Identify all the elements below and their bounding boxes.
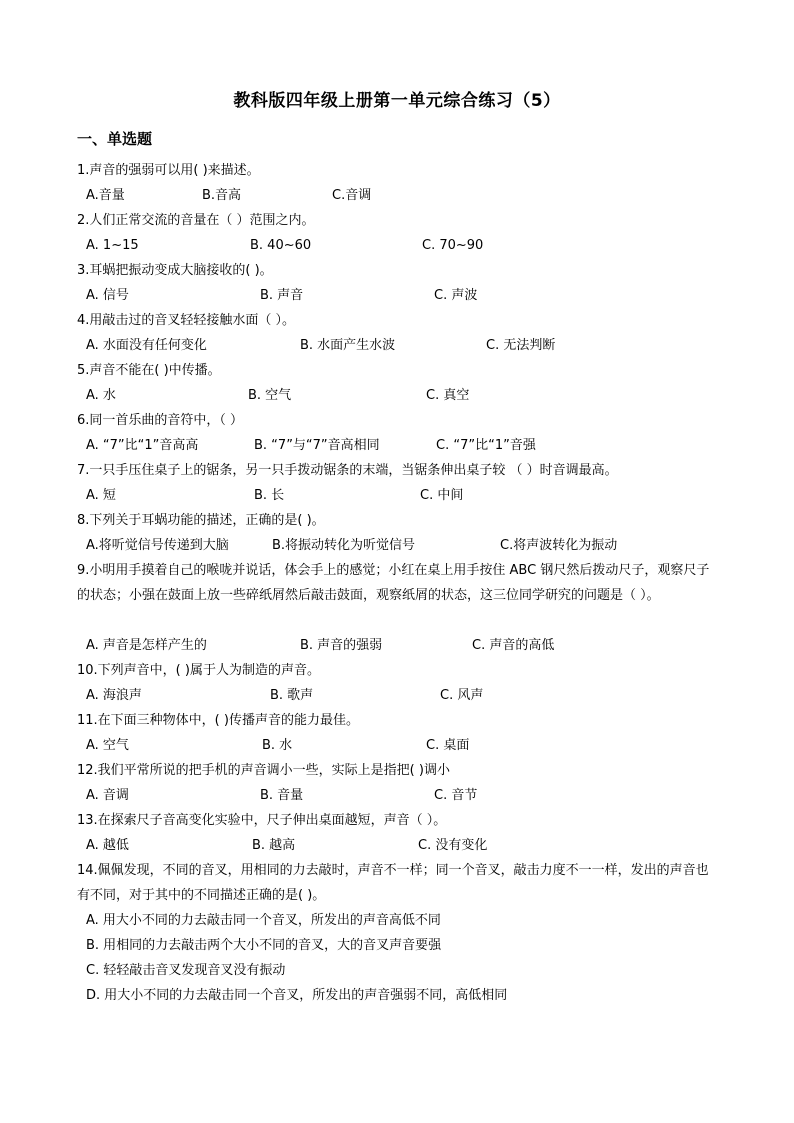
question-6-options: [86, 433, 726, 458]
question-13-options: [86, 833, 726, 858]
question-9: 9.小明用手摸着自己的喉咙并说话，体会手上的感觉；小红在桌上用手按住 ABC 钢尺然后拨动尺子，观察尺子的状态；小强在鼓面上放一些碎纸屑然后敲击鼓面，观察纸屑的状态，这三位同学研究的问题是（ ）。: [77, 563, 710, 603]
question-4-options: [86, 333, 726, 358]
option-c[interactable]: C. 音节: [434, 788, 478, 803]
option-c[interactable]: C. 轻轻敲击音叉发现音叉没有振动: [86, 963, 286, 978]
option-b[interactable]: B. 越高: [252, 838, 296, 853]
option-a[interactable]: A. 空气: [86, 738, 129, 753]
question-4: 4.用敲击过的音叉轻轻接触水面（ ）。: [77, 313, 296, 328]
question-1: 1.声音的强弱可以用( )来描述。: [77, 163, 260, 178]
option-b[interactable]: B.将振动转化为听觉信号: [272, 538, 416, 553]
question-10-options: [86, 683, 726, 708]
option-b[interactable]: B. “7”与“7”音高相同: [254, 438, 380, 453]
question-5: 5.声音不能在( )中传播。: [77, 363, 221, 378]
question-7: 7.一只手压住桌子上的锯条，另一只手拨动锯条的末端，当锯条伸出桌子较 （ ）时音调最高。: [77, 463, 618, 478]
question-8-options: [86, 533, 726, 558]
section-heading: 一、单选题: [77, 130, 153, 148]
option-a[interactable]: A. 声音是怎样产生的: [86, 638, 207, 653]
option-b[interactable]: B. 歌声: [270, 688, 314, 703]
option-a[interactable]: A. 1~15: [86, 238, 139, 253]
question-3-options: [86, 283, 726, 308]
option-a[interactable]: A. 海浪声: [86, 688, 142, 703]
question-7-options: [86, 483, 726, 508]
page-title: 教科版四年级上册第一单元综合练习（5）: [233, 91, 561, 111]
question-2: 2.人们正常交流的音量在（ ）范围之内。: [77, 213, 315, 228]
option-b[interactable]: B. 空气: [248, 388, 292, 403]
question-11-options: [86, 733, 726, 758]
option-b[interactable]: B. 长: [254, 488, 285, 503]
option-a[interactable]: A. 水面没有任何变化: [86, 338, 207, 353]
option-c[interactable]: C. 桌面: [426, 738, 470, 753]
question-2-options: [86, 233, 726, 258]
option-c[interactable]: C. “7”比“1”音强: [436, 438, 536, 453]
question-1-options: [86, 183, 726, 208]
option-c[interactable]: C. 真空: [426, 388, 470, 403]
option-a[interactable]: A. 越低: [86, 838, 129, 853]
question-8: 8.下列关于耳蜗功能的描述，正确的是( )。: [77, 513, 325, 528]
option-b[interactable]: B. 40~60: [250, 238, 312, 253]
question-12: 12.我们平常所说的把手机的声音调小一些，实际上是指把( )调小: [77, 763, 450, 778]
option-a[interactable]: A. 水: [86, 388, 116, 403]
question-5-options: [86, 383, 726, 408]
question-3: 3.耳蜗把振动变成大脑接收的( )。: [77, 263, 273, 278]
question-12-options: [86, 783, 726, 808]
option-b[interactable]: B. 水面产生水波: [300, 338, 396, 353]
option-a[interactable]: A. 用大小不同的力去敲击同一个音叉，所发出的声音高低不同: [86, 913, 441, 928]
option-a[interactable]: A. 短: [86, 488, 116, 503]
option-c[interactable]: C.音调: [332, 188, 372, 203]
option-a[interactable]: A. “7”比“1”音高高: [86, 438, 199, 453]
option-c[interactable]: C. 70~90: [422, 238, 484, 253]
option-a[interactable]: A.将听觉信号传递到大脑: [86, 538, 229, 553]
option-a[interactable]: A.音量: [86, 188, 125, 203]
option-b[interactable]: B. 用相同的力去敲击两个大小不同的音叉，大的音叉声音要强: [86, 938, 442, 953]
option-c[interactable]: C. 声波: [434, 288, 478, 303]
option-b[interactable]: B. 水: [262, 738, 293, 753]
question-14: 14.佩佩发现，不同的音叉，用相同的力去敲时，声音不一样；同一个音叉，敲击力度不一一样，发出的声音也有不同，对于其中的不同描述正确的是( )。: [77, 863, 709, 903]
option-c[interactable]: C. 风声: [440, 688, 484, 703]
option-b[interactable]: B.音高: [202, 188, 242, 203]
option-c[interactable]: C. 无法判断: [486, 338, 556, 353]
option-c[interactable]: C. 声音的高低: [472, 638, 555, 653]
option-d[interactable]: D. 用大小不同的力去敲击同一个音叉，所发出的声音强弱不同，高低相同: [86, 988, 508, 1003]
option-a[interactable]: A. 音调: [86, 788, 129, 803]
option-b[interactable]: B. 声音的强弱: [300, 638, 383, 653]
option-b[interactable]: B. 音量: [260, 788, 304, 803]
question-11: 11.在下面三种物体中，( )传播声音的能力最佳。: [77, 713, 359, 728]
question-13: 13.在探索尺子音高变化实验中，尺子伸出桌面越短，声音（ ）。: [77, 813, 447, 828]
question-10: 10.下列声音中，( )属于人为制造的声音。: [77, 663, 320, 678]
option-c[interactable]: C.将声波转化为振动: [500, 538, 618, 553]
question-9-options: [86, 633, 726, 658]
option-b[interactable]: B. 声音: [260, 288, 304, 303]
question-6: 6.同一首乐曲的音符中，（ ）: [77, 413, 244, 428]
option-a[interactable]: A. 信号: [86, 288, 129, 303]
option-c[interactable]: C. 中间: [420, 488, 464, 503]
option-c[interactable]: C. 没有变化: [418, 838, 488, 853]
